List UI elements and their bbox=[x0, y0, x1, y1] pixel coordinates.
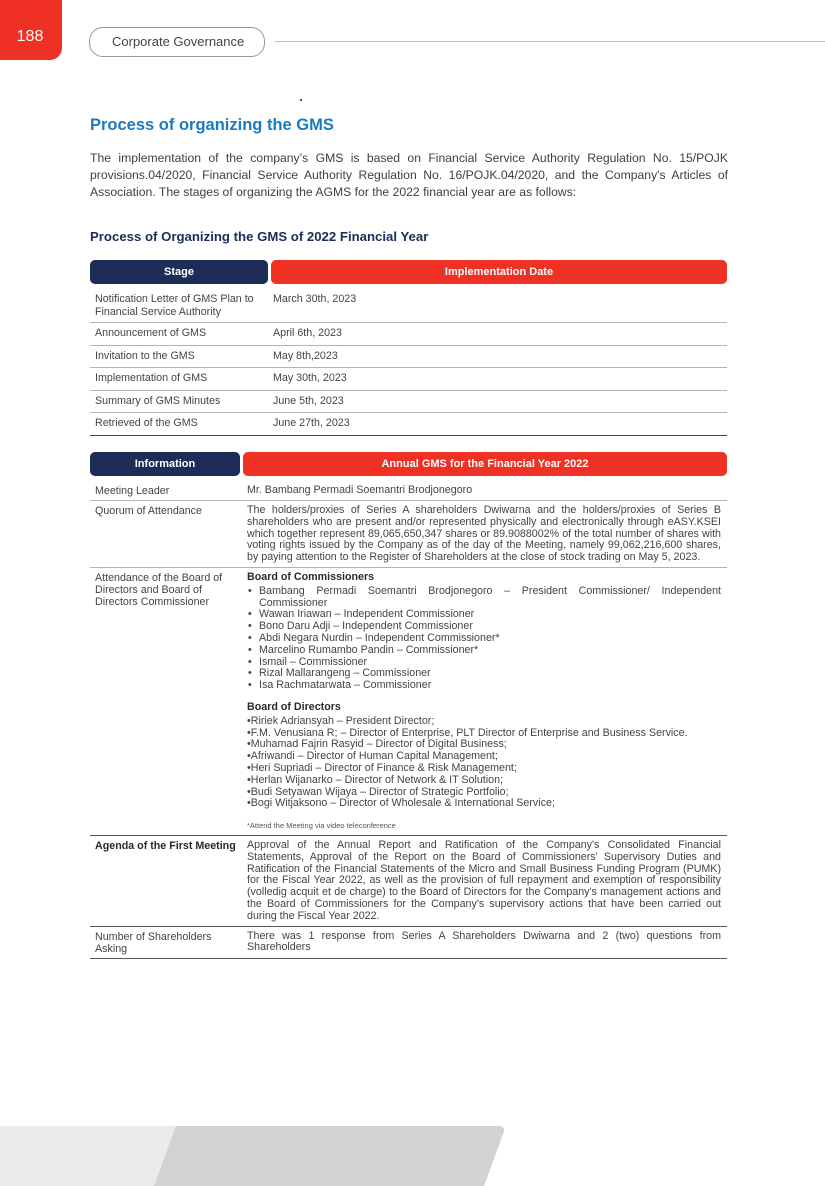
quorum-label: Quorum of Attendance bbox=[95, 505, 202, 517]
table-row bbox=[90, 289, 727, 323]
commissioners-heading: Board of Commissioners bbox=[247, 570, 375, 583]
attendance-label: Attendance of the Board of Directors and Board of Directors Commissioner bbox=[95, 571, 223, 608]
date-cell: April 6th, 2023 bbox=[273, 327, 342, 339]
list-item: • Herlan Wijanarko – Director of Network & IT Solution; bbox=[247, 775, 721, 787]
list-item: • Marcelino Rumambo Pandin – Commissioner* bbox=[259, 645, 721, 657]
agenda-label: Agenda of the First Meeting bbox=[95, 839, 236, 852]
date-cell: May 8th,2023 bbox=[273, 349, 338, 362]
meeting-leader-label: Meeting Leader bbox=[95, 485, 170, 497]
table-row bbox=[90, 927, 727, 959]
gms-info-table bbox=[90, 452, 727, 959]
date-cell: June 5th, 2023 bbox=[273, 394, 344, 407]
stage-cell: Invitation to the GMS bbox=[95, 349, 195, 362]
stage-cell: Implementation of GMS bbox=[95, 372, 208, 384]
date-cell: May 30th, 2023 bbox=[273, 372, 347, 384]
list-item: • F.M. Venusiana R; – Director of Enterprise, PLT Director of Enterprise and Business Service. bbox=[247, 728, 721, 740]
table-row bbox=[90, 323, 727, 346]
stages-table-header bbox=[90, 260, 727, 284]
table-row bbox=[90, 346, 727, 369]
date-cell: June 27th, 2023 bbox=[273, 417, 350, 429]
stage-cell: Notification Letter of GMS Plan to Financial Service Authority bbox=[95, 293, 254, 318]
date-cell: March 30th, 2023 bbox=[273, 293, 357, 305]
shareholders-asking-label: Number of Shareholders Asking bbox=[95, 930, 212, 955]
stage-cell: Announcement of GMS bbox=[95, 327, 207, 339]
shareholders-asking-value: There was 1 response from Series A Shareholders Dwiwarna and 2 (two) questions from Shareholders bbox=[247, 929, 721, 954]
table-row bbox=[90, 836, 727, 927]
directors-heading: Board of Directors bbox=[247, 700, 341, 713]
table-row bbox=[90, 368, 727, 391]
header-divider bbox=[275, 41, 825, 42]
list-item: • Bogi Witjaksono – Director of Wholesale & International Service; bbox=[247, 798, 721, 810]
list-item: • Isa Rachmatarwata – Commissioner bbox=[259, 680, 721, 692]
page-title: Process of organizing the GMS bbox=[90, 116, 334, 134]
table-row bbox=[90, 481, 727, 501]
list-item: • Bono Daru Adji – Independent Commissioner bbox=[259, 621, 721, 633]
footer-decoration-dark bbox=[154, 1126, 506, 1186]
stages-table bbox=[90, 260, 727, 436]
footer-decoration-light bbox=[0, 1126, 181, 1186]
list-item: • Muhamad Fajrin Rasyid – Director of Digital Business; bbox=[247, 739, 721, 751]
table-row bbox=[90, 501, 727, 568]
attendance-footnote: *Attend the Meeting via video teleconference bbox=[247, 821, 396, 831]
stage-cell: Retrieved of the GMS bbox=[95, 417, 198, 429]
list-item: • Rizal Mallarangeng – Commissioner bbox=[259, 668, 721, 680]
info-table-header bbox=[90, 452, 727, 476]
table-row bbox=[90, 391, 727, 414]
commissioners-list bbox=[247, 586, 721, 692]
table-subtitle: Process of Organizing the GMS of 2022 Financial Year bbox=[90, 229, 429, 244]
page-number: 188 bbox=[16, 28, 44, 45]
header-implementation-date: Implementation Date bbox=[271, 260, 727, 284]
table-row bbox=[90, 568, 727, 836]
list-item: • Wawan Iriawan – Independent Commissioner bbox=[259, 609, 721, 621]
header-stage: Stage bbox=[90, 260, 268, 284]
attendance-value bbox=[247, 568, 727, 835]
table-row bbox=[90, 413, 727, 436]
header-information: Information bbox=[90, 452, 240, 476]
list-item: • Afriwandi – Director of Human Capital Management; bbox=[247, 751, 721, 763]
header-annual-gms: Annual GMS for the Financial Year 2022 bbox=[243, 452, 727, 476]
stage-cell: Summary of GMS Minutes bbox=[95, 394, 221, 407]
intro-paragraph: The implementation of the company’s GMS is based on Financial Service Authority Regulation No. 15/POJK provisions.04/2020, Financial Service Authority Regulation No. 16/POJK.04/2020, and the Company's Articles of Association. The stages of organizing the AGMS for the 2022 financial year are as follows: bbox=[90, 151, 728, 199]
list-item: • Budi Setyawan Wijaya – Director of Strategic Portfolio; bbox=[247, 787, 721, 799]
agenda-value: Approval of the Annual Report and Ratification of the Company's Consolidated Financial Statements, Approval of the Report on the Board of Commissioners' Supervisory Duties and Ratification of the Financial Statements of the Micro and Small Business Funding Program (PUMK) for the Fiscal Year 2022, as well as the provision of full repayment and exemption of responsibility (volledig acquit et de charge) to the Board of Directors for the Company's management actions and the Board of Commissioners for the Company's supervisory actions that have been carried out during the Fiscal Year 2022. bbox=[247, 838, 721, 922]
list-item: • Ismail – Commissioner bbox=[259, 657, 721, 669]
list-item: • Heri Supriadi – Director of Finance & Risk Management; bbox=[247, 763, 721, 775]
list-item: • Bambang Permadi Soemantri Brodjonegoro – President Commissioner/ Independent Commissioner bbox=[259, 586, 721, 610]
quorum-value: The holders/proxies of Series A shareholders Dwiwarna and the holders/proxies of Series B shareholders who are present and/or represented physically and electronically through eASY.KSEI which together represent 89,065,650,347 shares or 89.9088002% of the total number of shares with voting rights issued by the Company as of the day of the Meeting, namely 99,062,216,600 shares, by paying attention to the Register of Shareholders at the close of stock trading on May 5, 2023. bbox=[247, 504, 721, 564]
meeting-leader-value: Mr. Bambang Permadi Soemantri Brodjonegoro bbox=[247, 484, 473, 496]
list-item: • Ririek Adriansyah – President Director; bbox=[247, 716, 721, 728]
list-item: • Abdi Negara Nurdin – Independent Commissioner* bbox=[259, 633, 721, 645]
directors-list bbox=[247, 716, 721, 810]
section-label: Corporate Governance bbox=[89, 27, 265, 57]
decorative-dot bbox=[300, 99, 302, 101]
